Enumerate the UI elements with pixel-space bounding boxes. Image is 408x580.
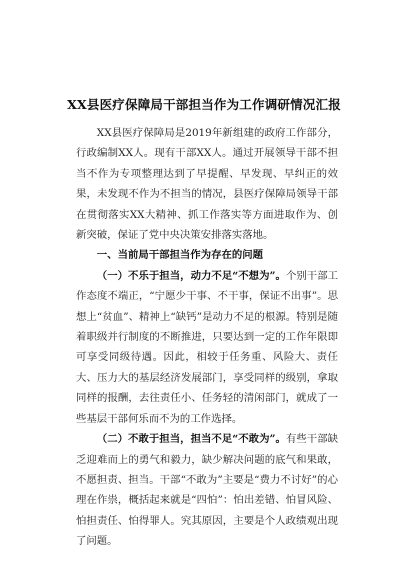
item1-text: 个别干部工作态度不端正，“宁愿少干事、不干事，保证不出事”。思想上“贫血”、精神上“缺钙”是动力不足的根源。特别是随着职级并行制度的不断推进，只要达到一定的工作年限即可享受同级待遇。因此，相较于任务重、风险大、责任大、压力大的基层经济发展部门，享受同样的级别，拿取同样的报酬，去往责任小、任务轻的清闲部门，就成了一些基层干部何乐而不为的工作选择。 <box>76 269 339 425</box>
item2-paragraph <box>76 429 338 551</box>
item1-paragraph <box>76 266 338 429</box>
item2-heading: （二）不敢于担当，担当不足“不敢为”。 <box>96 433 286 446</box>
item1-heading: （一）不乐于担当，动力不足“不想为”。 <box>96 269 286 282</box>
item2-text: 有些干部缺乏迎难而上的勇气和毅力，缺少解决问题的底气和果敢，不愿担责、担当。干部“不敢为”主要是“费力不讨好”的心理在作祟，概括起来就是“四怕”：怕出差错、怕冒风险、怕担责任、怕得罪人。究其原因，主要是个人政绩观出现了问题。 <box>76 433 339 548</box>
section1-heading: 一、当前局干部担当作为存在的问题 <box>96 249 264 262</box>
intro-paragraph: XX县医疗保障局是2019年新组建的政府工作部分，行政编制XX人。现有干部XX人。通过开展领导干部不担当不作为专项整理达到了早提醒、早发现、早纠正的效果，未发现不作为不担当的情况，县医疗保障局领导干部在贯彻落实XX大精神、抓工作落实等方面进取作为、创新突破，保证了党中央决策安排落实落地。 <box>76 127 338 242</box>
document-body <box>76 123 338 552</box>
document-title: XX县医疗保障局干部担当作为工作调研情况汇报 <box>67 97 341 112</box>
